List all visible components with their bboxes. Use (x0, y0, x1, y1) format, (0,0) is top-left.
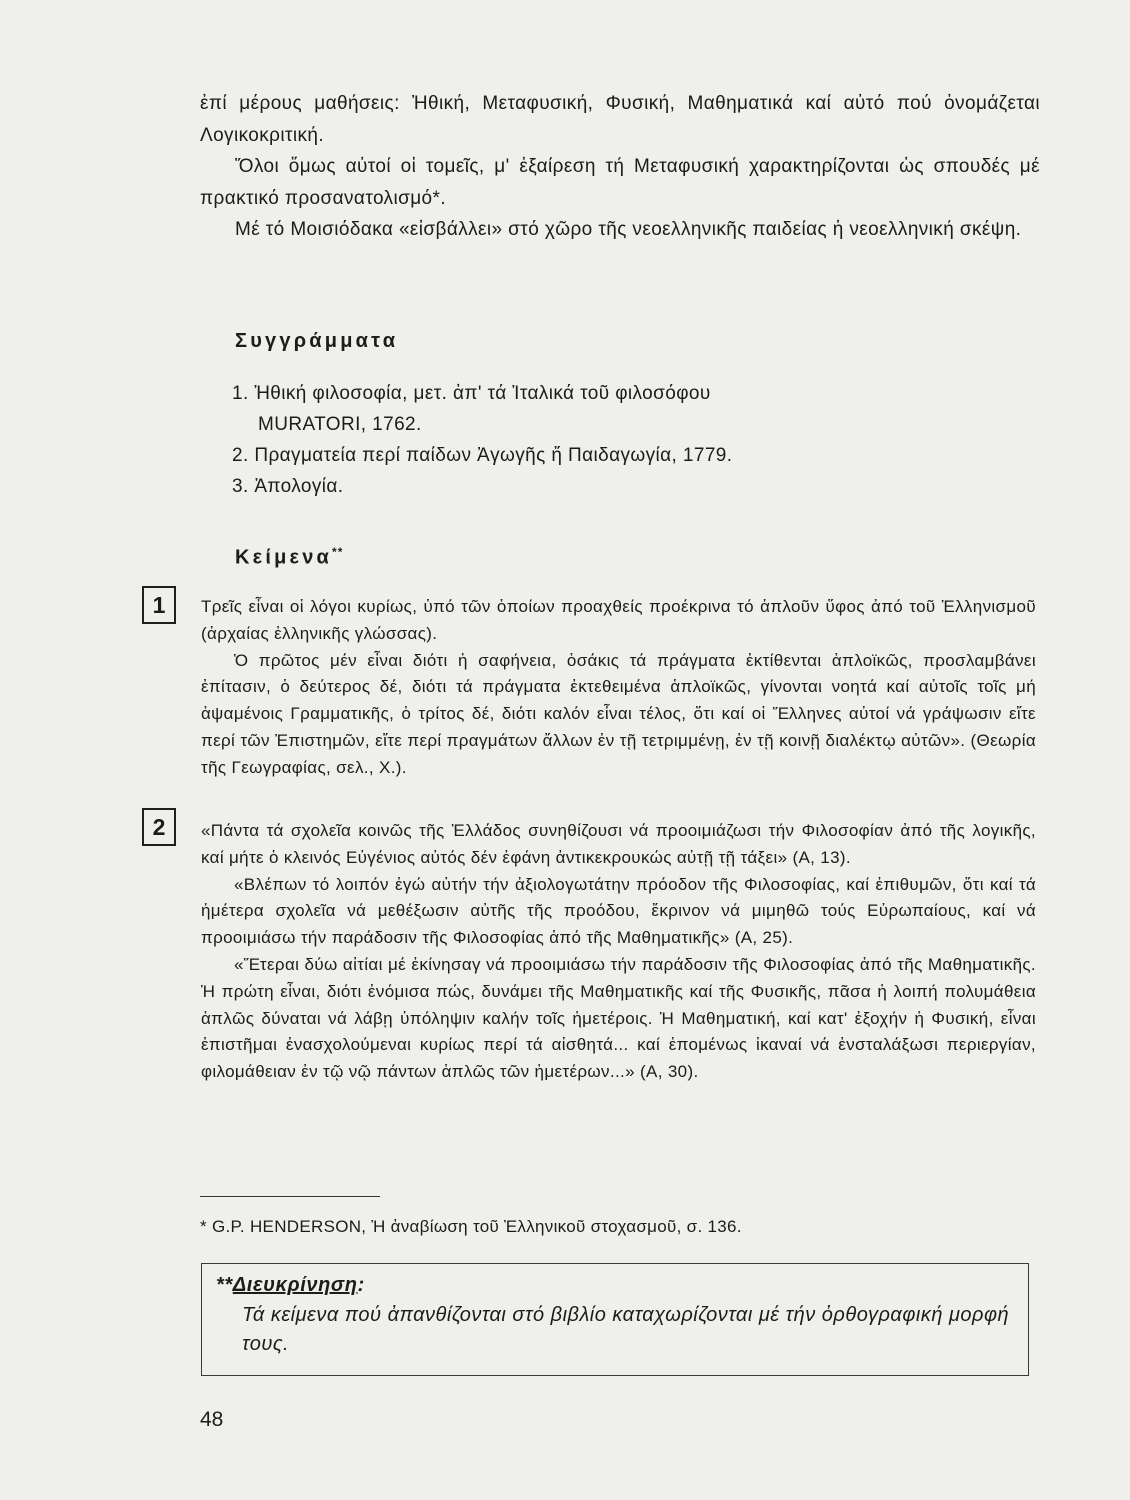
text-number-box: 1 (142, 586, 176, 624)
text-block-2 (201, 818, 1036, 1086)
footnote-divider (200, 1196, 380, 1197)
clarification-colon: : (357, 1274, 365, 1296)
intro-paragraph: Ὅλοι ὅμως αὐτοί οἱ τομεῖς, μ' ἐξαίρεση τή Μεταφυσική χαρακτηρίζονται ὡς σπουδές μέ πρακτικό προσανατολισμό*. (200, 156, 1040, 209)
clarification-text: Τά κείμενα πού ἀπανθίζονται στό βιβλίο καταχωρίζονται μέ τήν ὀρθογραφική μορφή τους. (242, 1304, 1010, 1355)
works-list-item (232, 440, 1032, 471)
works-item-continuation: MURATORI, 1762. (258, 414, 422, 435)
intro-section (200, 88, 1040, 246)
text-paragraph: Τρεῖς εἶναι οἱ λόγοι κυρίως, ὑπό τῶν ὁποίων προαχθείς προέκρινα τό ἁπλοῦν ὕφος ἀπό τοῦ Ἑλληνισμοῦ (ἀρχαίας ἑλληνικῆς γλώσσας). (201, 597, 1036, 643)
works-list-item (232, 471, 1032, 502)
page-number: 48 (200, 1408, 224, 1431)
texts-heading-mark: ** (332, 545, 344, 559)
clarification-box (201, 1263, 1029, 1376)
text-paragraph: «Ἕτεραι δύω αἰτίαι μέ ἐκίνησαγ νά προοιμιάσω τήν παράδοσιν τῆς Φιλοσοφίας ἀπό τῆς Μαθηματικῆς. Ἡ πρώτη εἶναι, διότι ἐνόμισα πώς, δυνάμει τῆς Μαθηματικῆς καί τῆς Φυσικῆς, πᾶσα ἡ λοιπή πολυμάθεια ἁπλῶς δύναται νά λάβῃ ὑπόληψιν καλήν τοῖς ἡμετέροις. Ἡ Μαθηματική, καί κατ' ἐξοχήν ἡ Φυσική, εἶναι ἐπιστῆμαι ἐνασχολούμεναι κυρίως περί τά αἰσθητά... καί ἐπομένως ἱκαναί νά ἐνσταλάξωσι περιεργίαν, φιλομάθειαν ἐν τῷ νῷ πάντων ἁπλῶς τῶν ἡμετέρων...» (Α, 30). (201, 954, 1036, 1082)
intro-paragraph: ἐπί μέρους μαθήσεις: Ἠθική, Μεταφυσική, Φυσική, Μαθηματικά καί αὐτό πού ὀνομάζεται Λογικοκριτική. (200, 93, 1040, 146)
texts-heading-label: Κείμενα (235, 546, 333, 569)
text-paragraph: Ὁ πρῶτος μέν εἶναι διότι ἡ σαφήνεια, ὁσάκις τά πράγματα ἐκτίθενται ἁπλοϊκῶς, προσλαμβάνει ἐπίτασιν, ὁ δεύτερος δέ, διότι τά πράγματα ἐκτεθειμένα ἁπλοϊκῶς, γίνονται νοητά καί αὐτοῖς τοῖς μή ἁψαμένοις Γραμματικῆς, ὁ τρίτος δέ, διότι καλόν εἶναι τέλος, ὅτι καί οἱ Ἕλληνες αὐτοί νά γράψωσιν εἴτε περί τῶν Ἐπιστημῶν, εἴτε περί πραγμάτων ἄλλων ἐν τῇ τετριμμένῃ, ἐν τῇ κοινῇ διαλέκτῳ αὐτῶν». (Θεωρία τῆς Γεωγραφίας, σελ., Χ.). (201, 650, 1036, 777)
text-paragraph: «Βλέπων τό λοιπόν ἐγώ αὐτήν τήν ἀξιολογωτάτην πρόοδον τῆς Φιλοσοφίας, καί ἐπιθυμῶν, ὅτι καί τά ἡμέτερα σχολεῖα νά μεθέξωσιν αὐτῆς τῆς προόδου, ἔκρινον νά μιμηθῶ τούς Εὐρωπαίους, καί νά προοιμιάσω τήν παράδοσιν τῆς Φιλοσοφίας ἀπό τῆς Μαθηματικῆς» (Α, 25). (201, 874, 1036, 948)
clarification-mark: ** (216, 1274, 233, 1296)
footnote: * G.P. HENDERSON, Ἡ ἀναβίωση τοῦ Ἑλληνικοῦ στοχασμοῦ, σ. 136. (200, 1217, 742, 1236)
text-number-box: 2 (142, 808, 176, 846)
text-block-1 (201, 594, 1036, 782)
works-item-title: 1. Ἠθική φιλοσοφία, μετ. ἀπ' τά Ἰταλικά τοῦ φιλοσόφου (232, 383, 711, 404)
works-list-item (232, 378, 1032, 440)
clarification-label (216, 1274, 1010, 1297)
works-item-title: 3. Ἀπολογία. (232, 476, 344, 497)
works-heading: Συγγράμματα (235, 330, 399, 352)
clarification-label-text: Διευκρίνηση (232, 1274, 358, 1296)
text-paragraph: «Πάντα τά σχολεῖα κοινῶς τῆς Ἑλλάδος συνηθίζουσι νά προοιμιάζωσι τήν Φιλοσοφίαν ἀπό τῆς λογικῆς, καί μήτε ὁ κλεινός Εὐγένιος αὐτός δέν ἐφάνη ἀντικεκρουκώς αὐτῇ τῇ τάξει» (Α, 13). (201, 821, 1036, 867)
works-item-title: 2. Πραγματεία περί παίδων Ἀγωγῆς ἤ Παιδαγωγία, 1779. (232, 445, 733, 466)
intro-paragraph: Μέ τό Μοισιόδακα «εἰσβάλλει» στό χῶρο τῆς νεοελληνικῆς παιδείας ἡ νεοελληνική σκέψη. (235, 219, 1022, 241)
texts-heading (235, 545, 343, 570)
works-list (232, 378, 1032, 502)
